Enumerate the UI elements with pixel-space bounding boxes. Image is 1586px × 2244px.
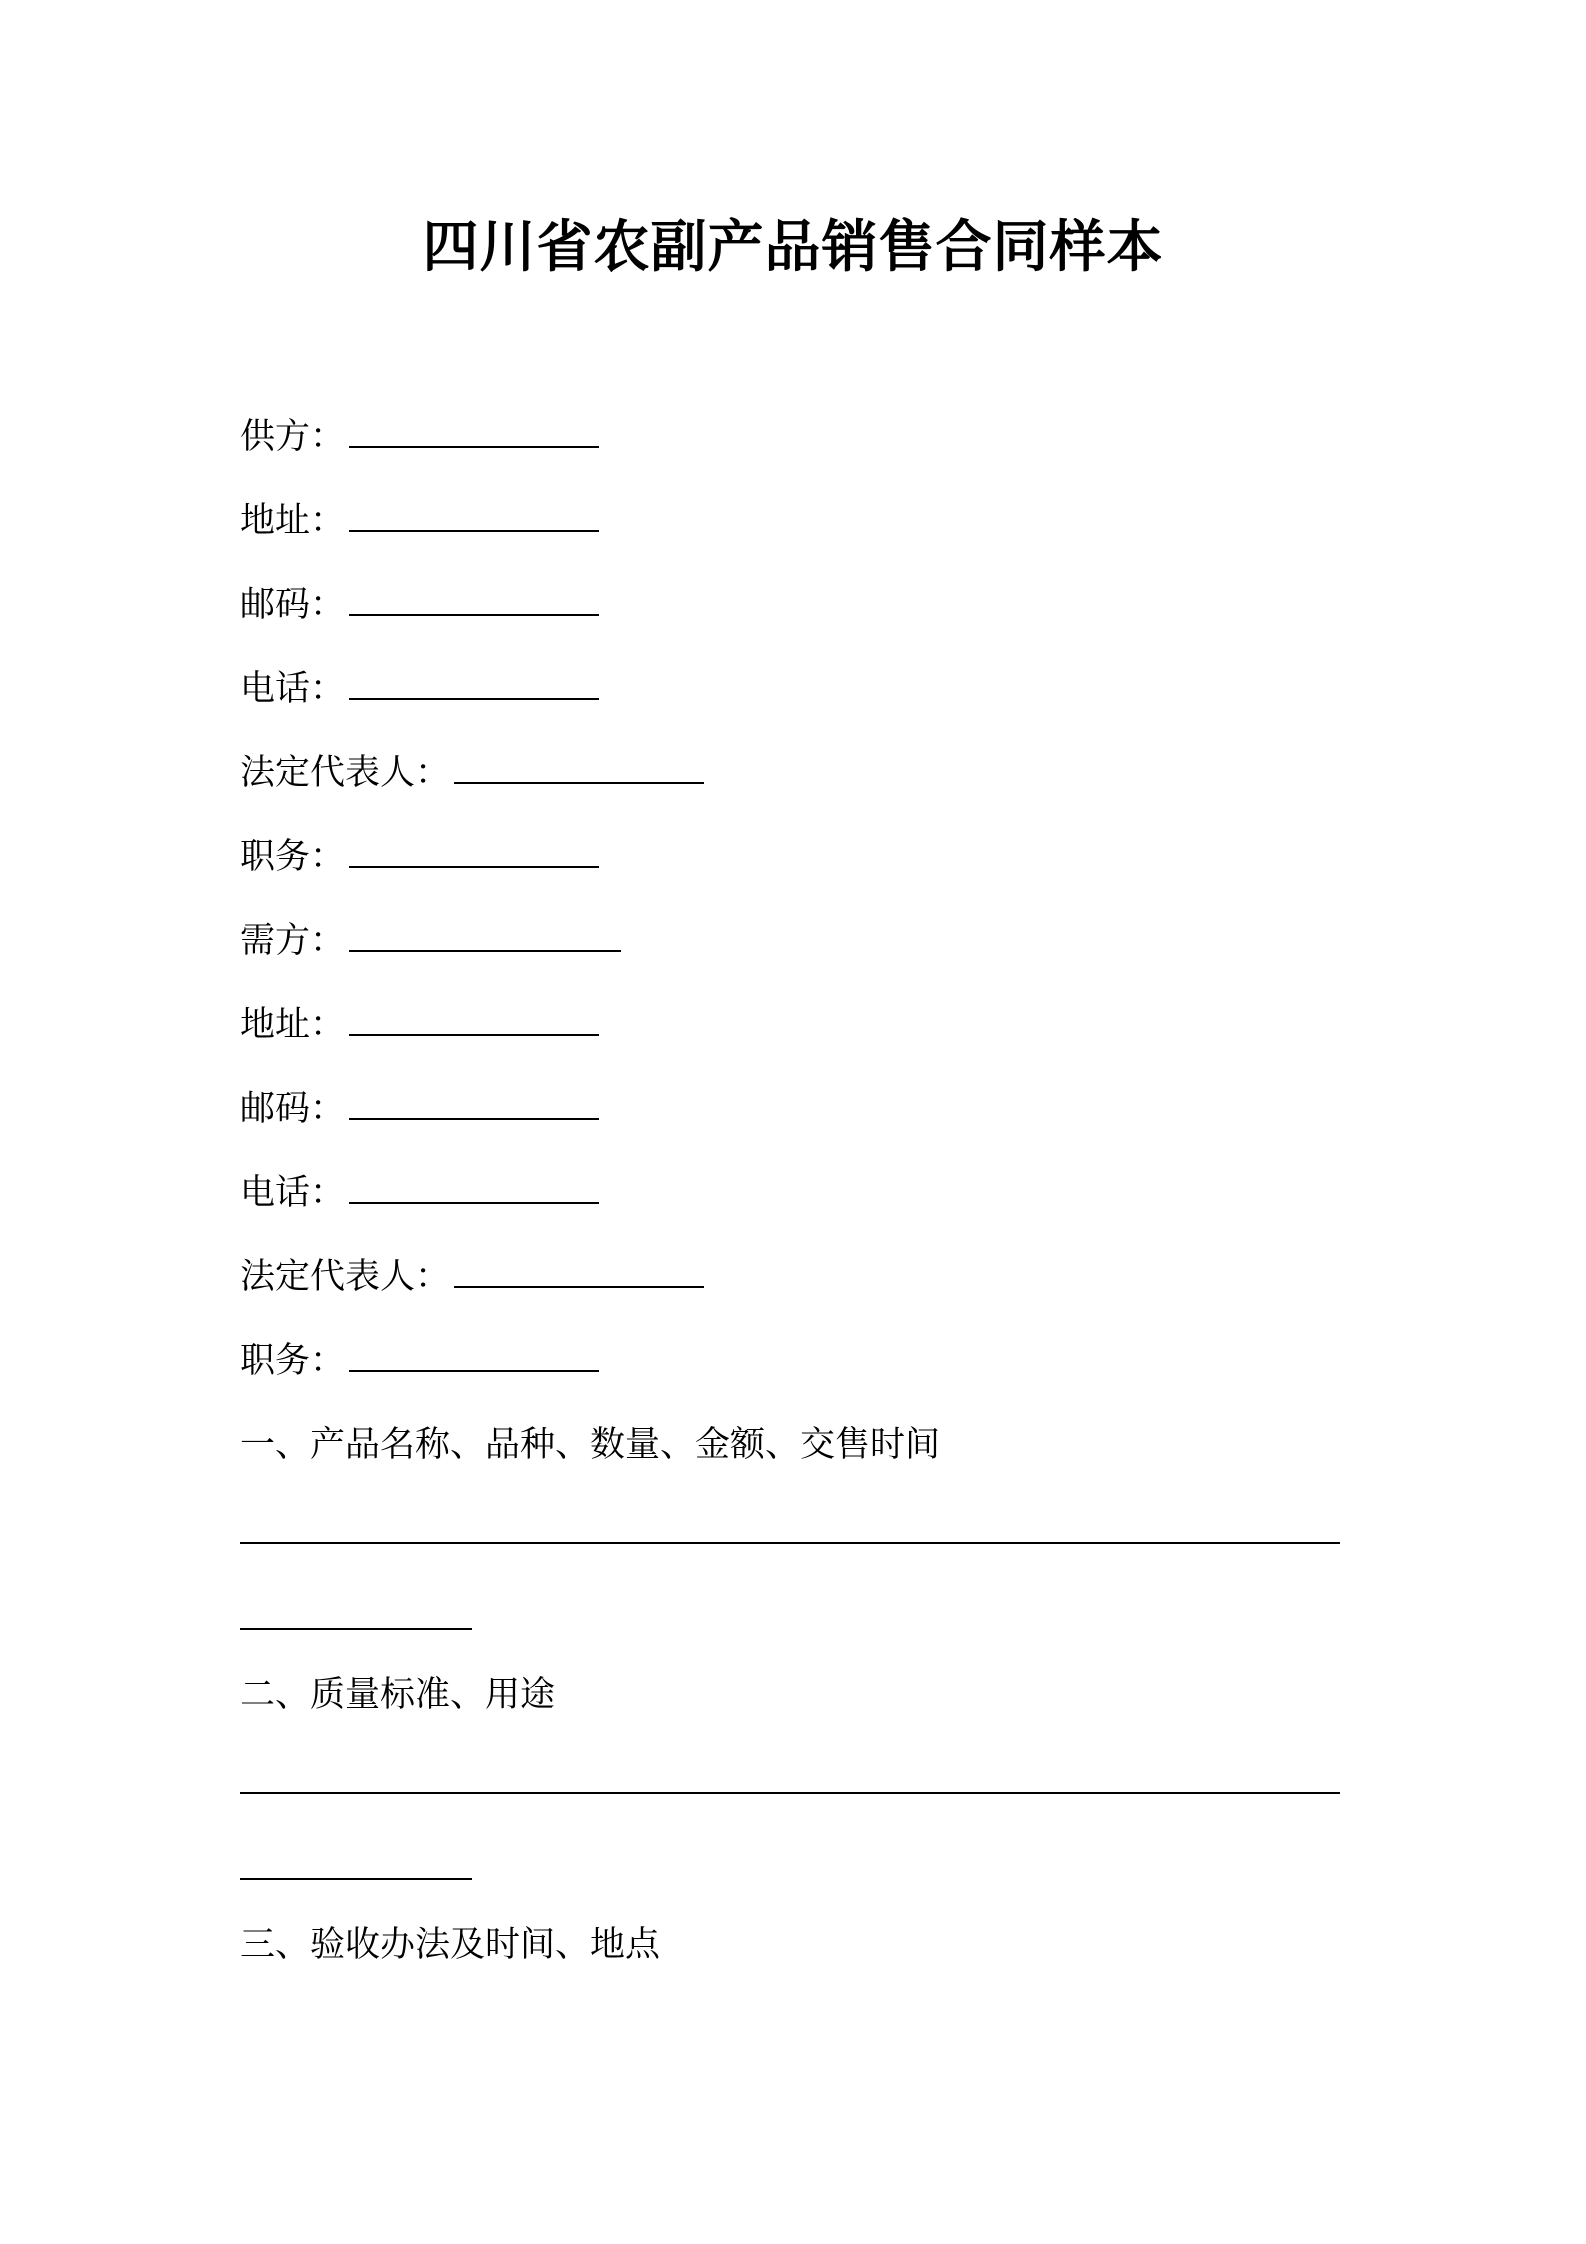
supplier-phone-line xyxy=(240,664,599,714)
section-2-fill-line-2 xyxy=(240,1878,472,1880)
buyer-address-label: 地址： xyxy=(240,1005,346,1045)
section-1-fill-line-1 xyxy=(240,1542,1340,1544)
buyer-phone-blank xyxy=(349,1198,599,1204)
supplier-position-label: 职务： xyxy=(240,837,346,877)
supplier-position-line xyxy=(240,832,599,882)
supplier-postcode-blank xyxy=(349,610,599,616)
section-1-fill-line-2 xyxy=(240,1628,472,1630)
section-2-fill-line-1 xyxy=(240,1792,1340,1794)
supplier-postcode-line xyxy=(240,580,599,630)
buyer-position-label: 职务： xyxy=(240,1341,346,1381)
supplier-legal-rep-line xyxy=(240,748,704,798)
buyer-phone-line xyxy=(240,1168,599,1218)
buyer-name-blank xyxy=(349,946,621,952)
supplier-legal-rep-label: 法定代表人： xyxy=(240,753,451,793)
supplier-name-line xyxy=(240,412,599,462)
supplier-address-label: 地址： xyxy=(240,501,346,541)
supplier-address-line xyxy=(240,496,599,546)
buyer-position-line xyxy=(240,1336,599,1386)
buyer-postcode-blank xyxy=(349,1114,599,1120)
section-heading-1: 一、产品名称、品种、数量、金额、交售时间 xyxy=(240,1425,941,1465)
supplier-position-blank xyxy=(349,862,599,868)
buyer-name-line xyxy=(240,916,621,966)
buyer-legal-rep-line xyxy=(240,1252,704,1302)
buyer-position-blank xyxy=(349,1366,599,1372)
buyer-address-line xyxy=(240,1000,599,1050)
buyer-legal-rep-label: 法定代表人： xyxy=(240,1257,451,1297)
buyer-postcode-label: 邮码： xyxy=(240,1089,346,1129)
buyer-phone-label: 电话： xyxy=(240,1173,346,1213)
buyer-name-label: 需方： xyxy=(240,921,346,961)
section-heading-3: 三、验收办法及时间、地点 xyxy=(240,1925,661,1965)
supplier-name-label: 供方： xyxy=(240,417,346,457)
buyer-address-blank xyxy=(349,1030,599,1036)
supplier-name-blank xyxy=(349,442,599,448)
supplier-phone-blank xyxy=(349,694,599,700)
buyer-legal-rep-blank xyxy=(454,1282,704,1288)
supplier-postcode-label: 邮码： xyxy=(240,585,346,625)
supplier-legal-rep-blank xyxy=(454,778,704,784)
section-heading-2: 二、质量标准、用途 xyxy=(240,1675,556,1715)
page-title: 四川省农副产品销售合同样本 xyxy=(422,215,1164,280)
buyer-postcode-line xyxy=(240,1084,599,1134)
supplier-address-blank xyxy=(349,526,599,532)
supplier-phone-label: 电话： xyxy=(240,669,346,709)
